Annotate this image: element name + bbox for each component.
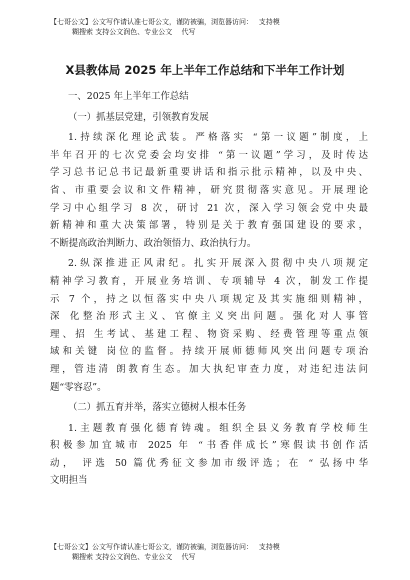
paragraph (50, 129, 368, 252)
text-line: 学习总书记总书记最新重要讲话和指示批示精神，以及中央、 (50, 167, 368, 179)
text-line: 学习中心组学习 8 次，研讨 21 次，深入学习领会党中央最 (50, 202, 368, 214)
text-line: 理，管违清 朗教育生态。加大执纪审查力度，对违纪违法问 (50, 363, 368, 375)
text-line: 省、市重要会议和文件精神，研究贯彻落实意见。开展理论 (50, 184, 368, 196)
text-line: 1.主题教育强化德育铸魂。组织全县义务教育学校师生 (68, 422, 368, 434)
text-line: 半年召开的七次党委会均安排 “第一议题”学习，及时传达 (50, 149, 368, 161)
subsection-heading: （一）抓基层党建，引领教育发展 (68, 111, 209, 123)
banner-line: 【七哥公文】公文写作请认准七哥公文，谨防被骗，浏览器访问： 支持模 (50, 543, 280, 551)
text-line: 题“零容忍”。 (50, 381, 107, 393)
text-line: 理、招 生考试、基建工程、物资采购、经费管理等重点领 (50, 328, 368, 340)
text-line: 积极参加宜城市 2025 年 “书香伴成长”寒假读书创作活 (50, 440, 368, 452)
header-watermark-banner (50, 17, 380, 37)
text-line: 文明担当 (50, 475, 88, 487)
text-line: 深 化整治形式主义、官僚主义突出问题。强化对人事管 (50, 311, 368, 323)
banner-line: 糊搜索 支持公文润色、专业公文 代写 (72, 553, 196, 561)
text-line: 域和关键 岗位的监督。持续开展师德师风突出问题专项治 (50, 346, 368, 358)
section-heading: 一、2025 年上半年工作总结 (68, 91, 189, 102)
paragraph (50, 420, 368, 490)
paragraph (50, 255, 368, 396)
document-title: X县教体局 2025 年上半年工作总结和下半年工作计划 (65, 63, 345, 77)
document-body (50, 88, 368, 493)
banner-line: 【七哥公文】公文写作请认准七哥公文，谨防被骗，浏览器访问： 支持模 (50, 18, 280, 26)
subsection-heading: （二）抓五育并举，落实立德树人根本任务 (68, 402, 247, 414)
text-line: 示 7 个，持之以恒落实中央八项规定及其实施细则精神， (50, 293, 368, 305)
banner-line: 糊搜索 支持公文润色、专业公文 代写 (72, 28, 196, 36)
text-line: 1.持续深化理论武装。严格落实 “第一议题”制度，上 (68, 132, 368, 144)
text-line: 新精神和重大决策部署，特别是关于教育强国建设的要求， (50, 220, 368, 232)
text-line: 2.纵深推进正风肃纪。扎实开展深入贯彻中央八项规定 (68, 258, 368, 270)
footer-watermark-banner (50, 542, 380, 562)
text-line: 精神学习教育，开展业务培训、专项辅导 4 次，制发工作提 (50, 275, 368, 287)
text-line: 动， 评选 50 篇优秀征文参加市级评选；在 “ 弘扬中华 (50, 457, 368, 469)
text-line: 不断提高政治判断力、政治领悟力、政治执行力。 (50, 237, 257, 249)
